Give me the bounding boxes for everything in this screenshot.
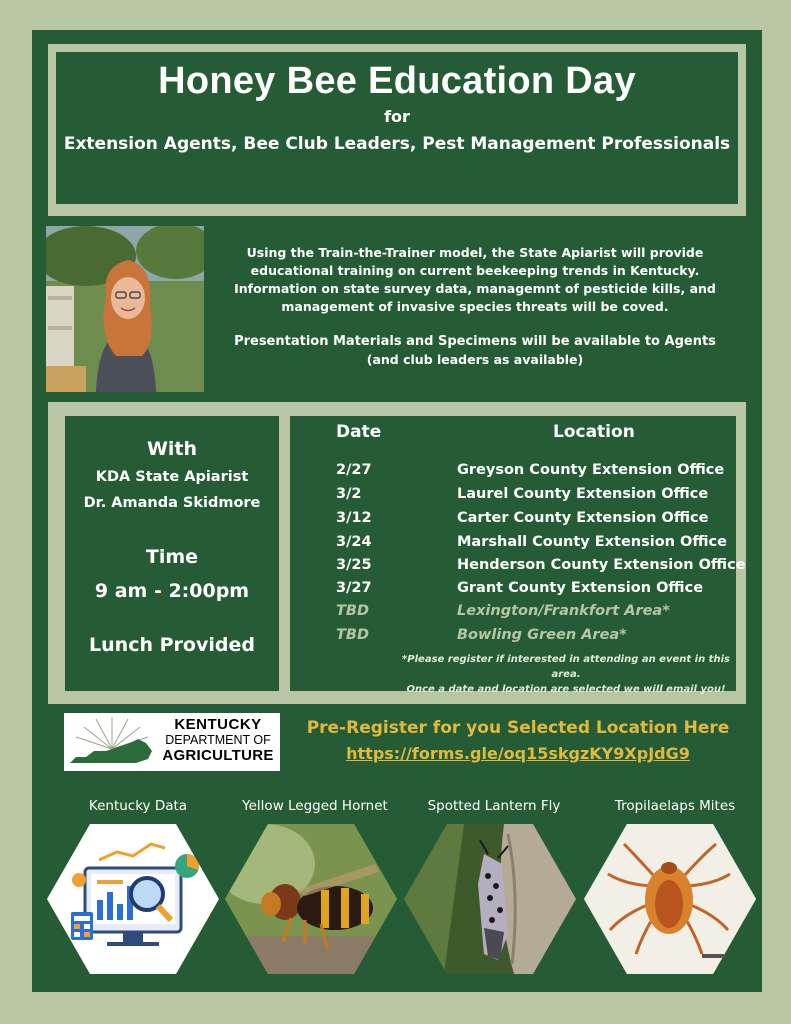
schedule-row — [336, 510, 736, 534]
schedule-row — [336, 534, 736, 558]
schedule-row — [336, 557, 746, 581]
row-location: Henderson County Extension Office — [457, 557, 746, 573]
intro-paragraph: Using the Train-the-Trainer model, the State Apiarist will provide educational training on current beekeeping trends in Kentucky. Information on state survey data, managemnt of pesticide kills, and management of invasive species threats will be coved. — [234, 245, 716, 314]
topic-caption: Kentucky Data — [88, 798, 188, 814]
with-label: With — [146, 438, 198, 460]
row-date: 3/12 — [336, 510, 372, 526]
for-label: for — [384, 107, 410, 126]
topic-caption: Yellow Legged Hornet — [242, 798, 388, 814]
tbd-note — [396, 652, 736, 697]
row-date: 3/27 — [336, 580, 372, 596]
register-label: Pre-Register for you Selected Location Here — [306, 718, 730, 738]
row-date: 3/24 — [336, 534, 372, 550]
row-location: Marshall County Extension Office — [457, 534, 727, 550]
row-location: Greyson County Extension Office — [457, 462, 725, 478]
apiarist-photo — [46, 226, 204, 392]
kda-wordmark — [158, 716, 278, 764]
row-location: Carter County Extension Office — [457, 510, 709, 526]
row-date: 3/2 — [336, 486, 362, 502]
event-info-panel — [65, 416, 279, 691]
schedule-row — [336, 462, 736, 486]
row-date: TBD — [336, 603, 369, 619]
location-header: Location — [553, 422, 635, 442]
kda-line3: AGRICULTURE — [162, 747, 274, 764]
row-date: 2/27 — [336, 462, 372, 478]
lunch-note: Lunch Provided — [89, 634, 255, 656]
schedule-row — [336, 486, 736, 510]
row-location: Grant County Extension Office — [457, 580, 704, 596]
tbd-note-line2: Once a date and location are selected we will email you! — [406, 684, 726, 695]
time-label: Time — [145, 546, 199, 568]
materials-line: Presentation Materials and Specimens will be available to Agents — [234, 334, 716, 349]
row-location: Bowling Green Area* — [457, 627, 627, 643]
row-location: Laurel County Extension Office — [457, 486, 709, 502]
audience-line: Extension Agents, Bee Club Leaders, Pest Management Professionals — [63, 134, 731, 154]
register-section — [298, 718, 738, 763]
apiarist-title: KDA State Apiarist — [95, 469, 249, 485]
event-title: Honey Bee Education Day — [158, 60, 636, 102]
schedule-row-tbd — [336, 627, 736, 651]
date-header: Date — [336, 422, 382, 442]
schedule-panel — [290, 416, 746, 695]
topic-caption: Spotted Lantern Fly — [427, 798, 561, 814]
row-date: TBD — [336, 627, 369, 643]
row-location: Lexington/Frankfort Area* — [457, 603, 670, 619]
row-date: 3/25 — [336, 557, 372, 573]
schedule-row — [336, 580, 736, 604]
title-panel — [56, 52, 738, 204]
schedule-row-tbd — [336, 603, 736, 627]
materials-subline: (and club leaders as available) — [366, 352, 584, 367]
apiarist-name: Dr. Amanda Skidmore — [83, 495, 261, 511]
kda-logo — [64, 713, 280, 771]
intro-text — [210, 244, 740, 369]
kda-line2: DEPARTMENT OF — [165, 733, 271, 747]
kda-line1: KENTUCKY — [174, 716, 262, 733]
tbd-note-line1: *Please register if interested in attending an event in this area. — [402, 654, 730, 680]
kentucky-map-icon — [66, 713, 158, 771]
time-value: 9 am - 2:00pm — [94, 580, 250, 602]
topic-caption: Tropilaelaps Mites — [614, 798, 736, 814]
register-link[interactable]: https://forms.gle/oq15skgzKY9XpJdG9 — [346, 744, 690, 763]
